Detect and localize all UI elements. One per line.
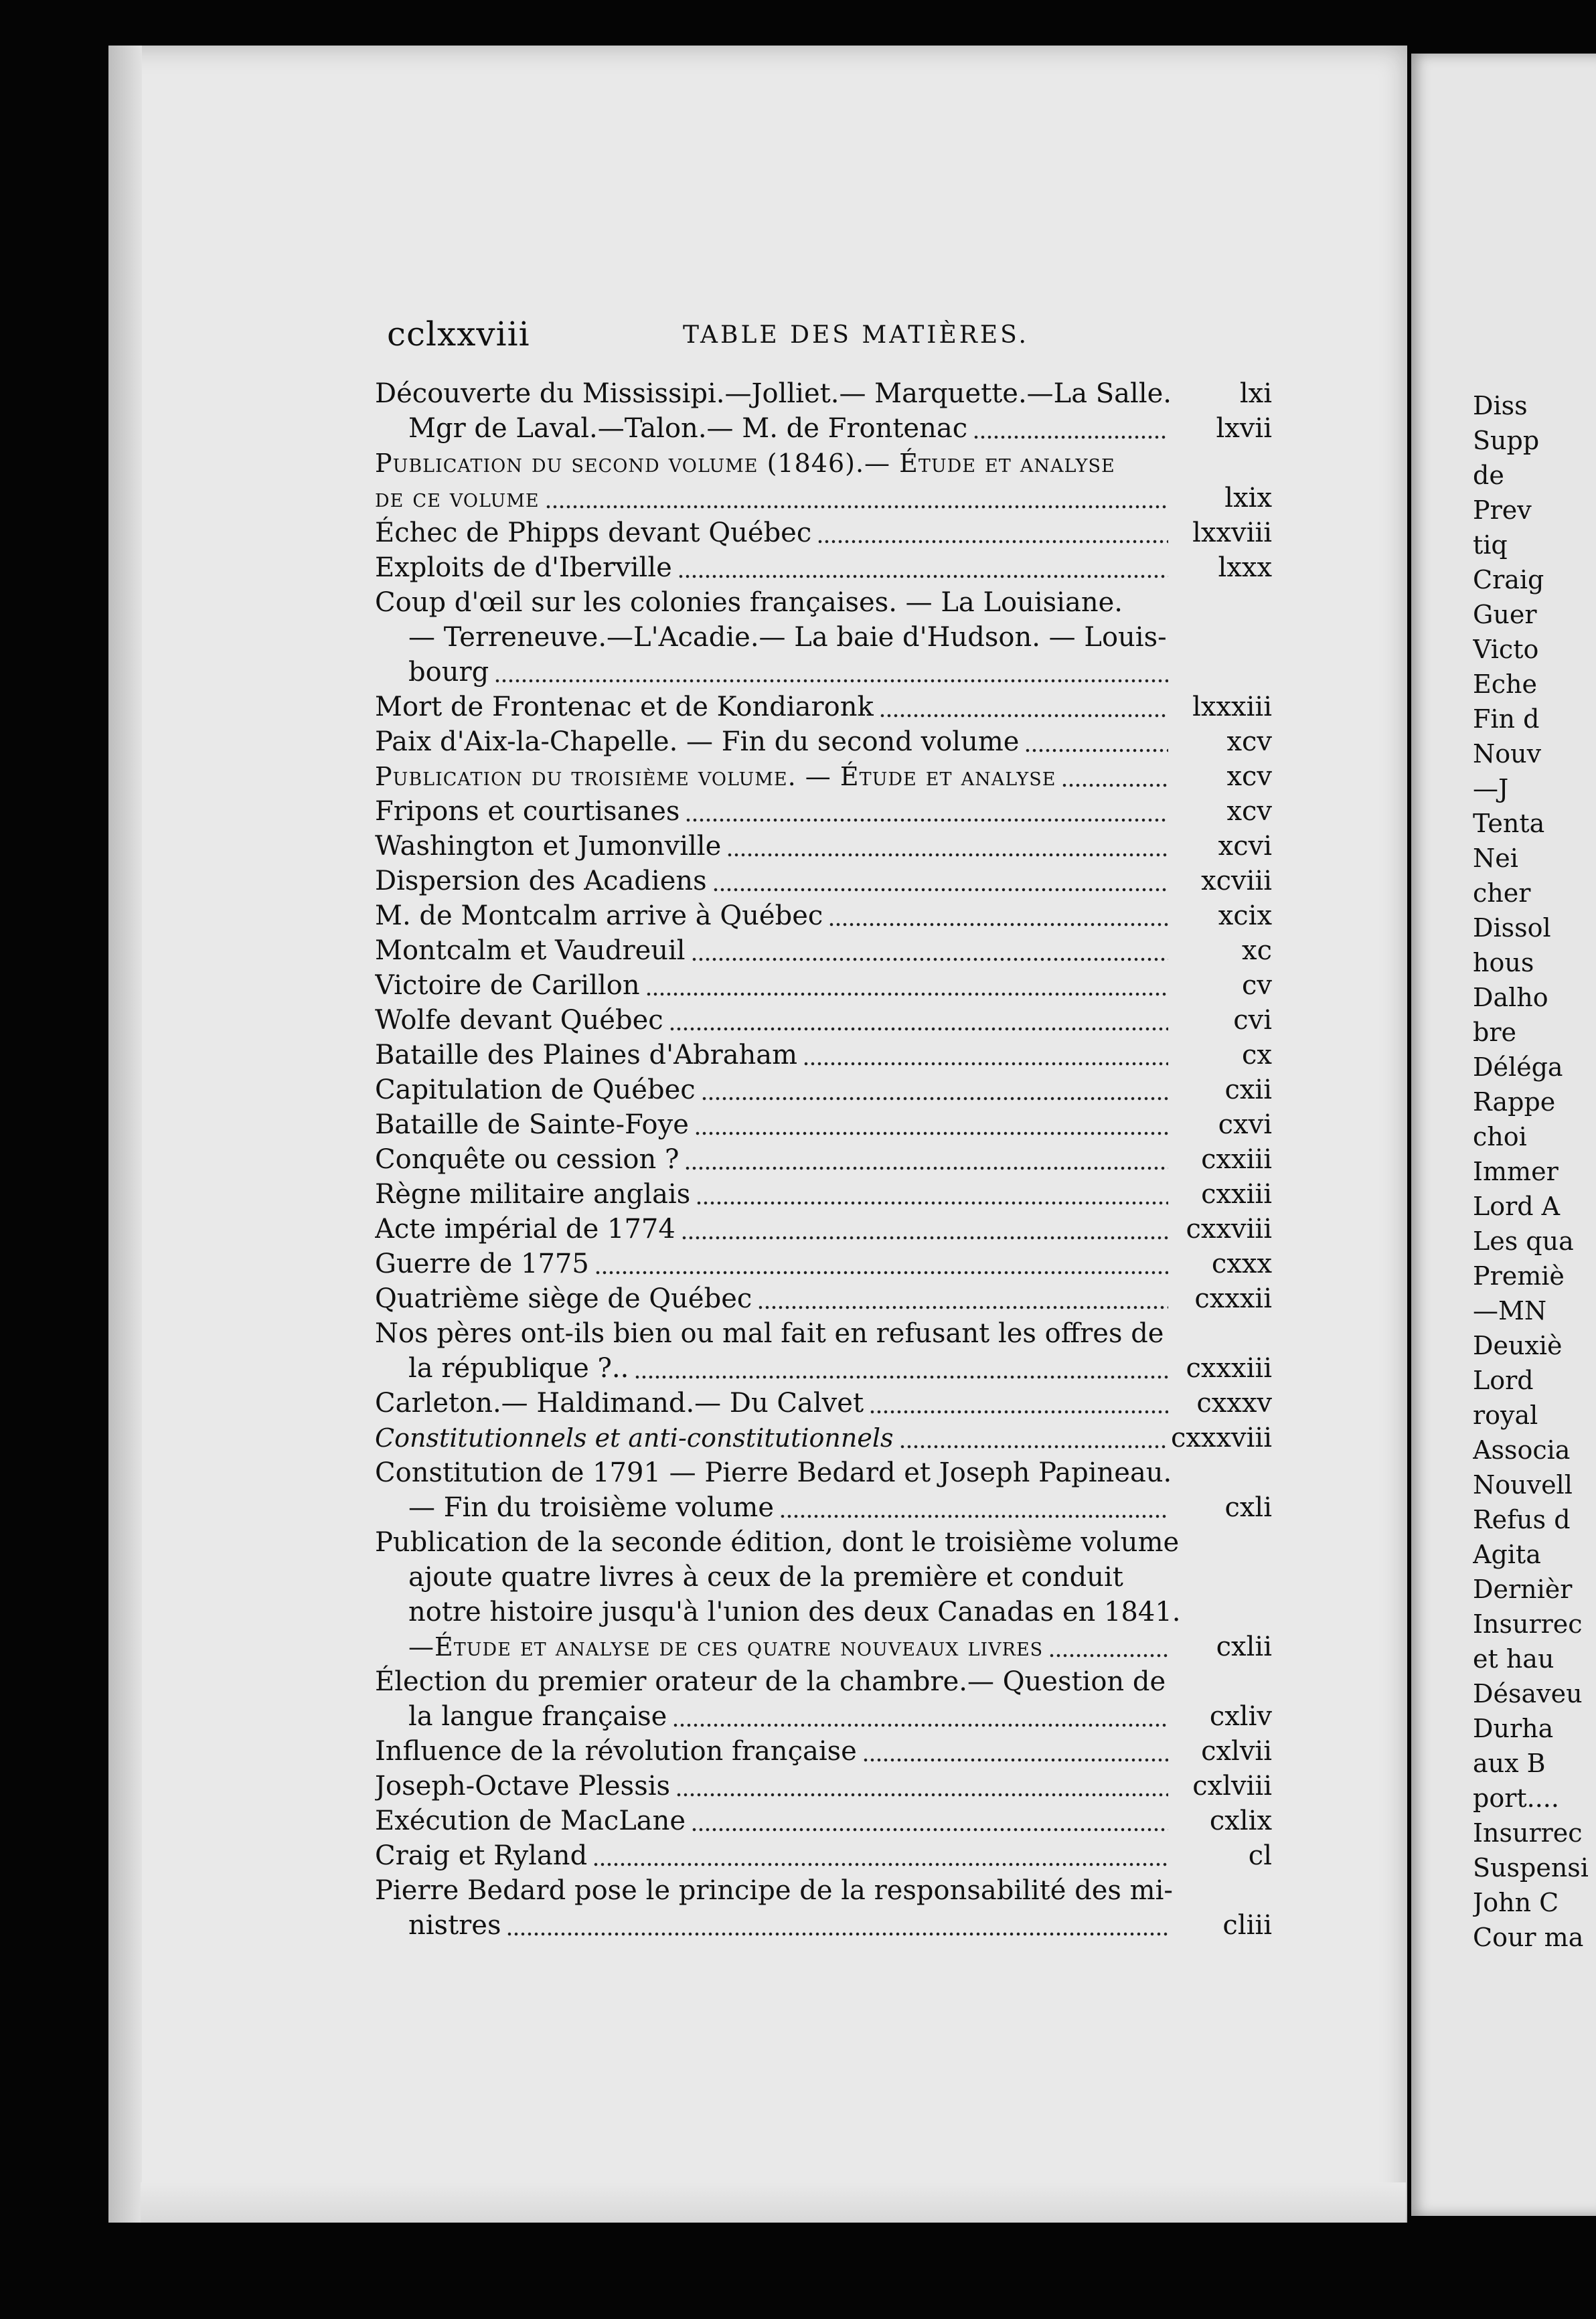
toc-entry-title: Constitution de 1791 — Pierre Bedard et Joseph Papineau.: [375, 1457, 1172, 1488]
right-page-line: Durha: [1473, 1714, 1554, 1743]
right-page-line: de: [1473, 461, 1504, 490]
dot-leader: [701, 1072, 1168, 1107]
right-page-line: Agita: [1473, 1540, 1541, 1569]
toc-entry-page: cl: [1248, 1840, 1272, 1871]
dot-leader: [592, 1838, 1168, 1873]
toc-entry: [375, 829, 1285, 864]
dot-leader: [879, 690, 1168, 724]
toc-entry-title: Carleton.— Haldimand.— Du Calvet: [375, 1388, 864, 1419]
toc-entry-title: de ce volume: [375, 483, 540, 513]
dot-leader: [696, 1177, 1168, 1212]
dot-leader: [1061, 759, 1168, 794]
toc-entry-title: Influence de la révolution française: [375, 1736, 857, 1767]
right-page-line: Nei: [1473, 844, 1518, 873]
toc-entry: [375, 794, 1285, 829]
dot-leader: [757, 1281, 1168, 1316]
dot-leader: [869, 1386, 1168, 1421]
toc-entry: [375, 481, 1285, 515]
toc-entry-page: cxxx: [1211, 1249, 1272, 1279]
toc-entry: [375, 898, 1285, 933]
toc-entry-page: xcv: [1226, 761, 1272, 792]
toc-entry: [375, 1072, 1285, 1107]
toc-entry-title: Wolfe devant Québec: [375, 1005, 663, 1036]
toc-entry-page: xcix: [1218, 900, 1272, 931]
toc-entry: [375, 1142, 1285, 1177]
right-page-line: Deuxiè: [1473, 1331, 1563, 1360]
toc-entry: [375, 690, 1285, 724]
right-page-line: Supp: [1473, 426, 1540, 455]
page-bottom-shadow: [141, 2182, 1406, 2223]
toc-entry: [375, 1281, 1285, 1316]
toc-entry-page: lxi: [1239, 378, 1272, 409]
toc-entry-page: cxxviii: [1186, 1214, 1272, 1245]
right-page-line: Suspensi: [1473, 1853, 1589, 1883]
dot-leader: [684, 1142, 1168, 1177]
right-page-line: aux B: [1473, 1749, 1546, 1778]
right-page-line: Refus d: [1473, 1505, 1571, 1534]
toc-entry-page: xcv: [1226, 796, 1272, 827]
toc-entry-page: cxlviii: [1192, 1771, 1272, 1802]
toc-entry-title: Capitulation de Québec: [375, 1074, 696, 1105]
right-page-line: John C: [1473, 1888, 1559, 1917]
toc-entry-page: cxxxv: [1196, 1388, 1272, 1419]
dot-leader: [681, 1212, 1168, 1247]
toc-entry: [375, 1525, 1285, 1560]
dot-leader: [677, 550, 1168, 585]
right-page-line: Désaveu: [1473, 1679, 1583, 1708]
dot-leader: [645, 968, 1168, 1003]
toc-entry-page: xc: [1242, 935, 1272, 966]
right-page-line: Eche: [1473, 669, 1537, 699]
toc-entry-title: Mort de Frontenac et de Kondiaronk: [375, 692, 874, 722]
toc-entry-page: lxvii: [1216, 413, 1272, 444]
toc-entry: [375, 724, 1285, 759]
toc-entry-title: Élection du premier orateur de la chambre.— Question de: [375, 1666, 1166, 1697]
dot-leader: [828, 898, 1168, 933]
toc-entry-title: Découverte du Mississipi.—Jolliet.— Marquette.—La Salle.: [375, 378, 1172, 409]
right-page-line: hous: [1473, 948, 1534, 977]
right-page-line: Lord A: [1473, 1192, 1561, 1221]
toc-entry: [375, 1699, 1285, 1734]
toc-entry-title: Quatrième siège de Québec: [375, 1283, 752, 1314]
right-page-line: Tenta: [1473, 809, 1545, 838]
toc-entry: [375, 1107, 1285, 1142]
toc-entry: [375, 1664, 1285, 1699]
right-page-line: —MN: [1473, 1296, 1547, 1326]
left-page-gutter-edge: [108, 46, 142, 2223]
toc-entry-title: Bataille de Sainte-Foye: [375, 1109, 689, 1140]
toc-entry: [375, 968, 1285, 1003]
right-page-line: Insurrec: [1473, 1609, 1583, 1639]
toc-entry-title: Paix d'Aix-la-Chapelle. — Fin du second volume: [375, 726, 1020, 757]
right-page-line: port....: [1473, 1783, 1559, 1813]
toc-entry-title: Publication de la seconde édition, dont le troisième volume: [375, 1527, 1180, 1558]
toc-entry-page: cxlii: [1216, 1631, 1272, 1662]
right-page-line: —J: [1473, 774, 1509, 803]
right-page-line: Dernièr: [1473, 1575, 1573, 1604]
toc-entry: [375, 1316, 1285, 1351]
toc-entry-title: Montcalm et Vaudreuil: [375, 935, 686, 966]
toc-entry: [375, 655, 1285, 690]
toc-entry: [375, 1177, 1285, 1212]
dot-leader: [779, 1490, 1168, 1525]
dot-leader: [817, 515, 1168, 550]
toc-entry-page: cxxiii: [1201, 1144, 1272, 1175]
toc-entry: [375, 864, 1285, 898]
right-page-line: Déléga: [1473, 1052, 1563, 1082]
toc-entry-title: Exploits de d'Iberville: [375, 552, 672, 583]
toc-entry: [375, 1038, 1285, 1072]
right-page-line: tiq: [1473, 530, 1508, 560]
toc-entry-title: Pierre Bedard pose le principe de la responsabilité des mi-: [375, 1875, 1173, 1906]
toc-entry-page: lxix: [1224, 483, 1272, 513]
toc-entry: [375, 1908, 1285, 1943]
toc-entry-page: cxxiii: [1201, 1179, 1272, 1210]
toc-entry-title: Bataille des Plaines d'Abraham: [375, 1040, 798, 1070]
right-page-line: choi: [1473, 1122, 1527, 1151]
toc-entry-title: Fripons et courtisanes: [375, 796, 680, 827]
toc-entry-title: Règne militaire anglais: [375, 1179, 691, 1210]
toc-entry: [375, 1351, 1285, 1386]
dot-leader: [494, 655, 1168, 690]
toc-entry-title: Dispersion des Acadiens: [375, 866, 707, 896]
toc-entry-title: ajoute quatre livres à ceux de la première et conduit: [408, 1562, 1123, 1593]
toc-entry-page: cx: [1242, 1040, 1272, 1070]
toc-entry: [375, 1769, 1285, 1804]
right-page-line: Rappe: [1473, 1087, 1556, 1117]
toc-entry: [375, 1734, 1285, 1769]
dot-leader: [685, 794, 1168, 829]
toc-entry-title: nistres: [408, 1910, 501, 1941]
right-page-line: Victo: [1473, 635, 1539, 664]
dot-leader: [594, 1247, 1168, 1281]
toc-entry: [375, 515, 1285, 550]
toc-entry-page: cvi: [1233, 1005, 1272, 1036]
toc-entry: [375, 376, 1285, 411]
dot-leader: [691, 1804, 1168, 1838]
toc-entry-title: Publication du second volume (1846).— Étude et analyse: [375, 449, 1115, 478]
toc-entry: [375, 411, 1285, 446]
toc-entry-page: xcv: [1226, 726, 1272, 757]
dot-leader: [726, 829, 1168, 864]
toc-entry: [375, 1804, 1285, 1838]
toc-entry-title: M. de Montcalm arrive à Québec: [375, 900, 823, 931]
toc-entry: [375, 759, 1285, 794]
toc-entry-title: Guerre de 1775: [375, 1249, 589, 1279]
dot-leader: [506, 1908, 1168, 1943]
toc-entry-title: Publication du troisième volume. — Étude et analyse: [375, 762, 1056, 791]
dot-leader: [672, 1699, 1168, 1734]
toc-entry-page: cxxxii: [1194, 1283, 1272, 1314]
right-page-line: cher: [1473, 878, 1531, 908]
toc-entry-page: xcviii: [1201, 866, 1272, 896]
toc-entry-page: cxvi: [1218, 1109, 1272, 1140]
toc-entry-title: Acte impérial de 1774: [375, 1214, 675, 1245]
right-page-line: Cour ma: [1473, 1923, 1584, 1952]
toc-entry-page: cxliv: [1209, 1701, 1272, 1732]
dot-leader: [803, 1038, 1168, 1072]
right-page-line: bre: [1473, 1018, 1516, 1047]
dot-leader: [1024, 724, 1168, 759]
right-page-line: royal: [1473, 1401, 1538, 1430]
toc-entry-title: —Étude et analyse de ces quatre nouveaux livres: [408, 1632, 1044, 1662]
toc-entry-page: xcvi: [1218, 831, 1272, 862]
right-page-line: Craig: [1473, 565, 1544, 594]
right-page-line: Diss: [1473, 391, 1528, 420]
toc-entry-title: bourg: [408, 657, 489, 688]
toc-entry: [375, 446, 1285, 481]
toc-entry-page: lxxviii: [1192, 517, 1272, 548]
toc-entry-title: la langue française: [408, 1701, 667, 1732]
toc-entry: [375, 550, 1285, 585]
right-page-text-fragments: [1473, 388, 1596, 1955]
toc-entry-page: cxxxiii: [1186, 1353, 1272, 1384]
toc-entry-page: lxxxiii: [1192, 692, 1272, 722]
toc-entry-page: cxxxviii: [1170, 1423, 1272, 1453]
toc-entry: [375, 1838, 1285, 1873]
right-page-line: Associa: [1473, 1435, 1571, 1465]
right-page-line: Insurrec: [1473, 1818, 1583, 1848]
toc-entry-page: cliii: [1222, 1910, 1272, 1941]
page-header: [387, 315, 1284, 355]
dot-leader: [899, 1421, 1168, 1455]
toc-entry-title: Mgr de Laval.—Talon.— M. de Frontenac: [408, 413, 968, 444]
right-page-line: Dissol: [1473, 913, 1551, 943]
toc-entry: [375, 620, 1285, 655]
toc-entry-page: cxii: [1224, 1074, 1272, 1105]
toc-entry: [375, 1421, 1285, 1455]
toc-entry-page: cxlvii: [1201, 1736, 1272, 1767]
dot-leader: [694, 1107, 1168, 1142]
toc-entry: [375, 1212, 1285, 1247]
toc-entry-page: cxli: [1224, 1492, 1272, 1523]
toc-entry: [375, 1629, 1285, 1664]
toc-entry: [375, 1873, 1285, 1908]
right-page-line: Prev: [1473, 495, 1532, 525]
dot-leader: [712, 864, 1168, 898]
toc-entry-title: Conquête ou cession ?: [375, 1144, 680, 1175]
toc-entry: [375, 585, 1285, 620]
toc-entry: [375, 1595, 1285, 1629]
running-title: TABLE DES MATIÈRES.: [683, 321, 1029, 349]
right-page-line: Fin d: [1473, 704, 1540, 734]
right-page-line: Les qua: [1473, 1226, 1574, 1256]
toc-entry-title: Constitutionnels et anti-constitutionnels: [375, 1423, 894, 1453]
toc-entry-title: — Fin du troisième volume: [408, 1492, 775, 1523]
right-page-line: Nouv: [1473, 739, 1542, 769]
toc-entry-title: Joseph-Octave Plessis: [375, 1771, 671, 1802]
page-number-folio: cclxxviii: [387, 315, 530, 353]
right-page-line: et hau: [1473, 1644, 1554, 1674]
right-page-line: Immer: [1473, 1157, 1559, 1186]
toc-entry: [375, 1560, 1285, 1595]
toc-entry: [375, 1455, 1285, 1490]
right-page-line: Premiè: [1473, 1261, 1565, 1291]
right-page-line: Guer: [1473, 600, 1537, 629]
dot-leader: [675, 1769, 1168, 1804]
toc-entry-page: cxlix: [1209, 1806, 1272, 1836]
toc-entry-title: Nos pères ont-ils bien ou mal fait en refusant les offres de: [375, 1318, 1164, 1349]
right-page-line: Lord: [1473, 1366, 1534, 1395]
dot-leader: [1048, 1629, 1168, 1664]
toc-entry-page: cv: [1242, 970, 1272, 1001]
toc-entry-title: Washington et Jumonville: [375, 831, 722, 862]
toc-entry-title: la république ?..: [408, 1353, 629, 1384]
dot-leader: [973, 411, 1168, 446]
toc-entry-title: notre histoire jusqu'à l'union des deux Canadas en 1841.: [408, 1597, 1181, 1627]
dot-leader: [545, 481, 1168, 515]
toc-entry: [375, 1386, 1285, 1421]
right-page-line: Dalho: [1473, 983, 1548, 1012]
toc-entry: [375, 1003, 1285, 1038]
toc-entry-title: Coup d'œil sur les colonies françaises. — La Louisiane.: [375, 587, 1123, 618]
toc-entry: [375, 933, 1285, 968]
toc-entry-page: lxxx: [1218, 552, 1272, 583]
table-of-contents: [375, 376, 1285, 1943]
toc-entry-title: Craig et Ryland: [375, 1840, 588, 1871]
toc-entry: [375, 1247, 1285, 1281]
toc-entry: [375, 1490, 1285, 1525]
dot-leader: [669, 1003, 1168, 1038]
toc-entry-title: Victoire de Carillon: [375, 970, 640, 1001]
dot-leader: [862, 1734, 1168, 1769]
dot-leader: [634, 1351, 1168, 1386]
toc-entry-title: Échec de Phipps devant Québec: [375, 517, 812, 548]
toc-entry-title: Exécution de MacLane: [375, 1806, 686, 1836]
toc-entry-title: — Terreneuve.—L'Acadie.— La baie d'Hudson. — Louis-: [408, 622, 1167, 653]
dot-leader: [691, 933, 1168, 968]
right-page-line: Nouvell: [1473, 1470, 1573, 1500]
